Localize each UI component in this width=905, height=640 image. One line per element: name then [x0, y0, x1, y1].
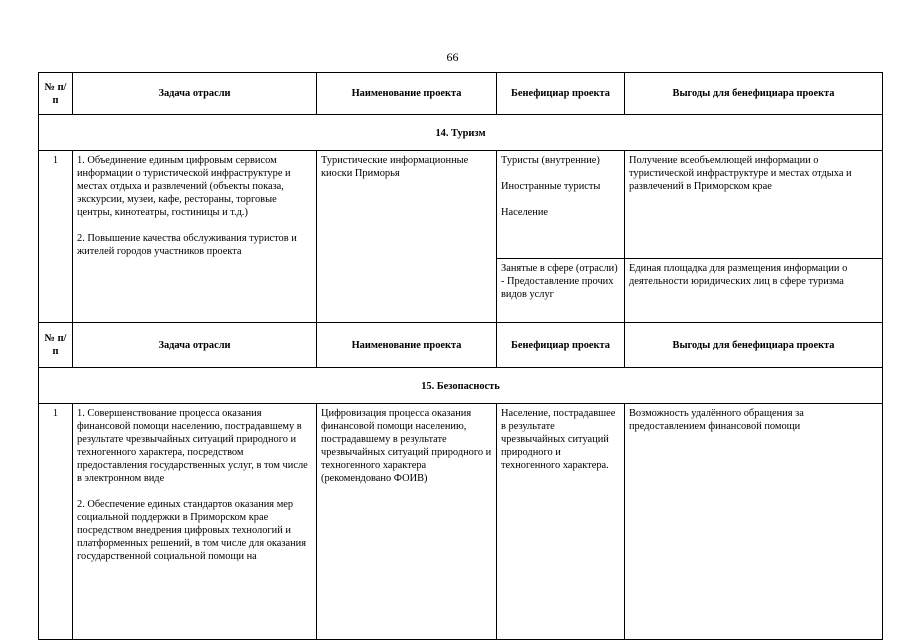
table-header-row — [39, 323, 883, 368]
task-paragraph: 2. Обеспечение единых стандартов оказания мер социальной поддержки в Приморском крае посредством внедрения цифровых технологий и платформенных решений, в том числе для оказания государственной социальной помощи на — [77, 499, 307, 562]
section-row — [39, 368, 883, 404]
header-benefits: Выгоды для бенефициара проекта — [625, 73, 883, 115]
project-cell: Туристические информационные киоски Приморья — [317, 151, 497, 323]
header-task: Задача отрасли — [73, 73, 317, 115]
header-project: Наименование проекта — [317, 323, 497, 368]
beneficiary-item: Иностранные туристы — [501, 181, 601, 192]
header-num: № п/п — [39, 323, 73, 368]
header-beneficiary: Бенефициар проекта — [497, 323, 625, 368]
project-cell: Цифровизация процесса оказания финансовой помощи населению, пострадавшему в результате чрезвычайных ситуаций природного и техногенного характера (рекомендовано ФОИВ) — [317, 404, 497, 640]
beneficiary-cell: Население, пострадавшее в результате чрезвычайных ситуаций природного и техногенного характера. — [497, 404, 625, 640]
header-beneficiary: Бенефициар проекта — [497, 73, 625, 115]
beneficiary-item: Население — [501, 207, 548, 218]
task-paragraph: 2. Повышение качества обслуживания туристов и жителей городов участников проекта — [77, 233, 297, 257]
task-paragraph: 1. Объединение единым цифровым сервисом информации о туристической инфраструктуре и местах отдыха и развлечений (объекты показа, экскурсии, музеи, кафе, рестораны, торговые центры, кинотеатры, гостиницы и т.д.) — [77, 155, 291, 218]
header-task: Задача отрасли — [73, 323, 317, 368]
header-num: № п/п — [39, 73, 73, 115]
task-cell — [73, 151, 317, 323]
table-row — [39, 404, 883, 640]
benefit-cell: Получение всеобъемлющей информации о туристической инфраструктуре и местах отдыха и развлечений в Приморском крае — [625, 151, 883, 259]
section-title-security: 15. Безопасность — [39, 368, 883, 404]
row-number: 1 — [39, 151, 73, 323]
task-paragraph: 1. Совершенствование процесса оказания финансовой помощи населению, пострадавшему в результате чрезвычайных ситуаций природного и техногенного характера, посредством предоставления государственных услуг, в том числе в электронном виде — [77, 408, 308, 484]
header-benefits: Выгоды для бенефициара проекта — [625, 323, 883, 368]
row-number: 1 — [39, 404, 73, 640]
header-project: Наименование проекта — [317, 73, 497, 115]
beneficiary-cell: Занятые в сфере (отрасли) - Предоставление прочих видов услуг — [497, 259, 625, 323]
section-row — [39, 115, 883, 151]
task-cell — [73, 404, 317, 640]
benefit-cell: Возможность удалённого обращения за предоставлением финансовой помощи — [625, 404, 883, 640]
table-row — [39, 151, 883, 259]
section-title-tourism: 14. Туризм — [39, 115, 883, 151]
benefit-cell: Единая площадка для размещения информации о деятельности юридических лиц в сфере туризма — [625, 259, 883, 323]
page-number: 66 — [446, 50, 459, 64]
beneficiary-cell — [497, 151, 625, 259]
beneficiary-item: Туристы (внутренние) — [501, 155, 600, 166]
projects-table — [38, 72, 883, 640]
table-header-row — [39, 73, 883, 115]
